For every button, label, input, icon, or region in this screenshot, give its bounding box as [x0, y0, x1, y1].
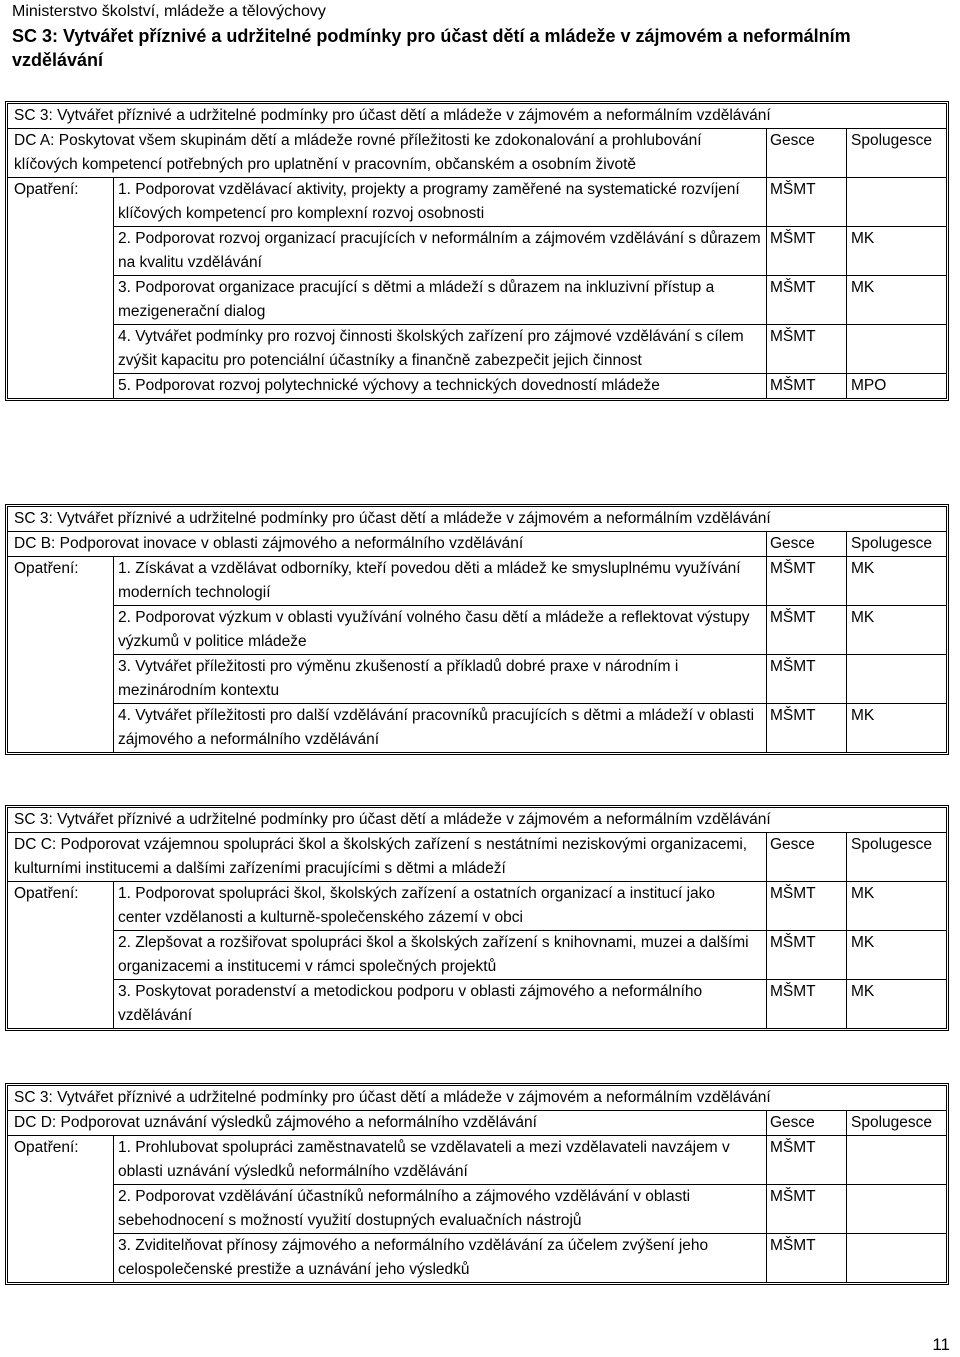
- spolugesce-header: Spolugesce: [846, 129, 946, 177]
- measure-gesce: MŠMT: [766, 276, 846, 324]
- measure-text: 2. Podporovat vzdělávání účastníků neformálního a zájmového vzdělávání v oblasti sebehodnocení s možností využití dostupných evaluačních nástrojů: [118, 1188, 691, 1229]
- sub-goal-row: [8, 833, 946, 882]
- measure-text: 4. Vytvářet příležitosti pro další vzdělávání pracovníků pracujících s dětmi a mládeží v oblasti zájmového a neformálního vzdělávání: [118, 707, 755, 748]
- measure-row: [114, 374, 946, 398]
- measure-spolugesce: [846, 655, 946, 703]
- measures-row: [8, 882, 946, 1028]
- measure-spolugesce: [846, 1136, 946, 1184]
- section-table: [5, 504, 949, 755]
- measures-row: [8, 1136, 946, 1282]
- page-number: 11: [932, 1335, 950, 1354]
- measure-text: 3. Vytvářet příležitosti pro výměnu zkušeností a příkladů dobré praxe v národním i mezinárodním kontextu: [118, 658, 679, 699]
- measure-row: [114, 931, 946, 980]
- measure-gesce: MŠMT: [766, 655, 846, 703]
- measure-row: [114, 1234, 946, 1282]
- measure-spolugesce: [846, 1185, 946, 1233]
- measure-gesce: MŠMT: [766, 557, 846, 605]
- measure-gesce: MŠMT: [766, 1234, 846, 1282]
- measures-label: Opatření:: [8, 1136, 114, 1282]
- measure-text: 3. Zviditelňovat přínosy zájmového a neformálního vzdělávání za účelem zvýšení jeho celospolečenské prestiže a uznávání jeho výsledků: [118, 1237, 709, 1278]
- measure-gesce: MŠMT: [766, 931, 846, 979]
- measure-text: 3. Podporovat organizace pracující s dětmi a mládeží s důrazem na inkluzivní přístup a mezigenerační dialog: [118, 279, 715, 320]
- measure-text: 1. Prohlubovat spolupráci zaměstnavatelů se vzdělavateli a mezi vzdělavateli navzájem v oblasti uznávání výsledků neformálního vzdělávání: [118, 1139, 730, 1180]
- measures-row: [8, 178, 946, 398]
- sub-goal-row: [8, 1111, 946, 1136]
- measures-list: [114, 882, 946, 1028]
- measure-text: 5. Podporovat rozvoj polytechnické výchovy a technických dovedností mládeže: [118, 377, 660, 394]
- measure-row: [114, 704, 946, 752]
- section-table: [5, 805, 949, 1031]
- sub-goal-text: DC D: Podporovat uznávání výsledků zájmového a neformálního vzdělávání: [14, 1114, 537, 1131]
- sub-goal-text: DC C: Podporovat vzájemnou spolupráci škol a školských zařízení s nestátními neziskovými organizacemi, kulturními institucemi a dalšími zařízeními pracujícími s dětmi a mládeží: [14, 836, 748, 877]
- measures-label: Opatření:: [8, 557, 114, 752]
- page-title: SC 3: Vytvářet příznivé a udržitelné podmínky pro účast dětí a mládeže v zájmovém a neformálním vzdělávání: [12, 26, 851, 70]
- measure-text: 2. Podporovat výzkum v oblasti využívání volného času dětí a mládeže a reflektovat výstupy výzkumů v politice mládeže: [118, 609, 750, 650]
- measure-text: 4. Vytvářet podmínky pro rozvoj činnosti školských zařízení pro zájmové vzdělávání s cílem zvýšit kapacitu pro potenciální účastníky a finančně zabezpečit jejich činnost: [118, 328, 744, 369]
- measure-row: [114, 227, 946, 276]
- specific-goal-row: SC 3: Vytvářet příznivé a udržitelné podmínky pro účast dětí a mládeže v zájmovém a neformálním vzdělávání: [8, 808, 946, 833]
- measure-gesce: MŠMT: [766, 374, 846, 398]
- spolugesce-header: Spolugesce: [846, 1111, 946, 1135]
- specific-goal-row: SC 3: Vytvářet příznivé a udržitelné podmínky pro účast dětí a mládeže v zájmovém a neformálním vzdělávání: [8, 507, 946, 532]
- measure-text: 1. Podporovat vzdělávací aktivity, projekty a programy zaměřené na systematické rozvíjení klíčových kompetencí pro komplexní rozvoj osobnosti: [118, 181, 740, 222]
- measure-row: [114, 1136, 946, 1185]
- measure-row: [114, 655, 946, 704]
- sub-goal-row: [8, 129, 946, 178]
- specific-goal-row: SC 3: Vytvářet příznivé a udržitelné podmínky pro účast dětí a mládeže v zájmovém a neformálním vzdělávání: [8, 1086, 946, 1111]
- measure-gesce: MŠMT: [766, 1136, 846, 1184]
- measure-text: 2. Zlepšovat a rozšiřovat spolupráci škol a školských zařízení s knihovnami, muzei a dalšími organizacemi a institucemi v rámci společných projektů: [118, 934, 749, 975]
- measure-gesce: MŠMT: [766, 704, 846, 752]
- measure-gesce: MŠMT: [766, 606, 846, 654]
- gesce-header: Gesce: [766, 129, 846, 177]
- measure-spolugesce: [846, 178, 946, 226]
- measure-gesce: MŠMT: [766, 325, 846, 373]
- measures-label: Opatření:: [8, 882, 114, 1028]
- measure-row: [114, 606, 946, 655]
- ministry-name: Ministerstvo školství, mládeže a tělovýchovy: [12, 3, 326, 20]
- measure-row: [114, 325, 946, 374]
- specific-goal-row: SC 3: Vytvářet příznivé a udržitelné podmínky pro účast dětí a mládeže v zájmovém a neformálním vzdělávání: [8, 104, 946, 129]
- measure-spolugesce: MK: [846, 227, 946, 275]
- sub-goal-text: DC A: Poskytovat všem skupinám dětí a mládeže rovné příležitosti ke zdokonalování a prohlubování klíčových kompetencí potřebných pro uplatnění v pracovním, občanském a osobním životě: [14, 132, 702, 173]
- measure-spolugesce: MK: [846, 980, 946, 1028]
- measure-text: 1. Podporovat spolupráci škol, školských zařízení a ostatních organizací a institucí jako center vzdělanosti a kulturně-společenského zázemí v obci: [118, 885, 716, 926]
- measure-row: [114, 276, 946, 325]
- measure-spolugesce: [846, 325, 946, 373]
- measure-gesce: MŠMT: [766, 227, 846, 275]
- gesce-header: Gesce: [766, 833, 846, 881]
- measure-spolugesce: [846, 1234, 946, 1282]
- measure-text: 1. Získávat a vzdělávat odborníky, kteří povedou děti a mládež ke smysluplnému využívání moderních technologií: [118, 560, 741, 601]
- spolugesce-header: Spolugesce: [846, 532, 946, 556]
- measure-row: [114, 178, 946, 227]
- measure-spolugesce: MK: [846, 931, 946, 979]
- measure-gesce: MŠMT: [766, 882, 846, 930]
- sub-goal-text: DC B: Podporovat inovace v oblasti zájmového a neformálního vzdělávání: [14, 535, 524, 552]
- measure-row: [114, 882, 946, 931]
- measure-gesce: MŠMT: [766, 1185, 846, 1233]
- measures-list: [114, 178, 946, 398]
- measure-text: 2. Podporovat rozvoj organizací pracujících v neformálním a zájmovém vzdělávání s důrazem na kvalitu vzdělávání: [118, 230, 761, 271]
- measure-row: [114, 980, 946, 1028]
- measure-row: [114, 1185, 946, 1234]
- section-table: [5, 101, 949, 401]
- measure-spolugesce: MK: [846, 557, 946, 605]
- gesce-header: Gesce: [766, 1111, 846, 1135]
- measures-list: [114, 1136, 946, 1282]
- gesce-header: Gesce: [766, 532, 846, 556]
- measure-gesce: MŠMT: [766, 178, 846, 226]
- spolugesce-header: Spolugesce: [846, 833, 946, 881]
- measure-spolugesce: MK: [846, 704, 946, 752]
- measures-list: [114, 557, 946, 752]
- measures-row: [8, 557, 946, 752]
- measures-label: Opatření:: [8, 178, 114, 398]
- measure-text: 3. Poskytovat poradenství a metodickou podporu v oblasti zájmového a neformálního vzdělávání: [118, 983, 703, 1024]
- sub-goal-row: [8, 532, 946, 557]
- measure-spolugesce: MK: [846, 882, 946, 930]
- measure-spolugesce: MPO: [846, 374, 946, 398]
- section-table: [5, 1083, 949, 1285]
- measure-gesce: MŠMT: [766, 980, 846, 1028]
- measure-row: [114, 557, 946, 606]
- measure-spolugesce: MK: [846, 276, 946, 324]
- measure-spolugesce: MK: [846, 606, 946, 654]
